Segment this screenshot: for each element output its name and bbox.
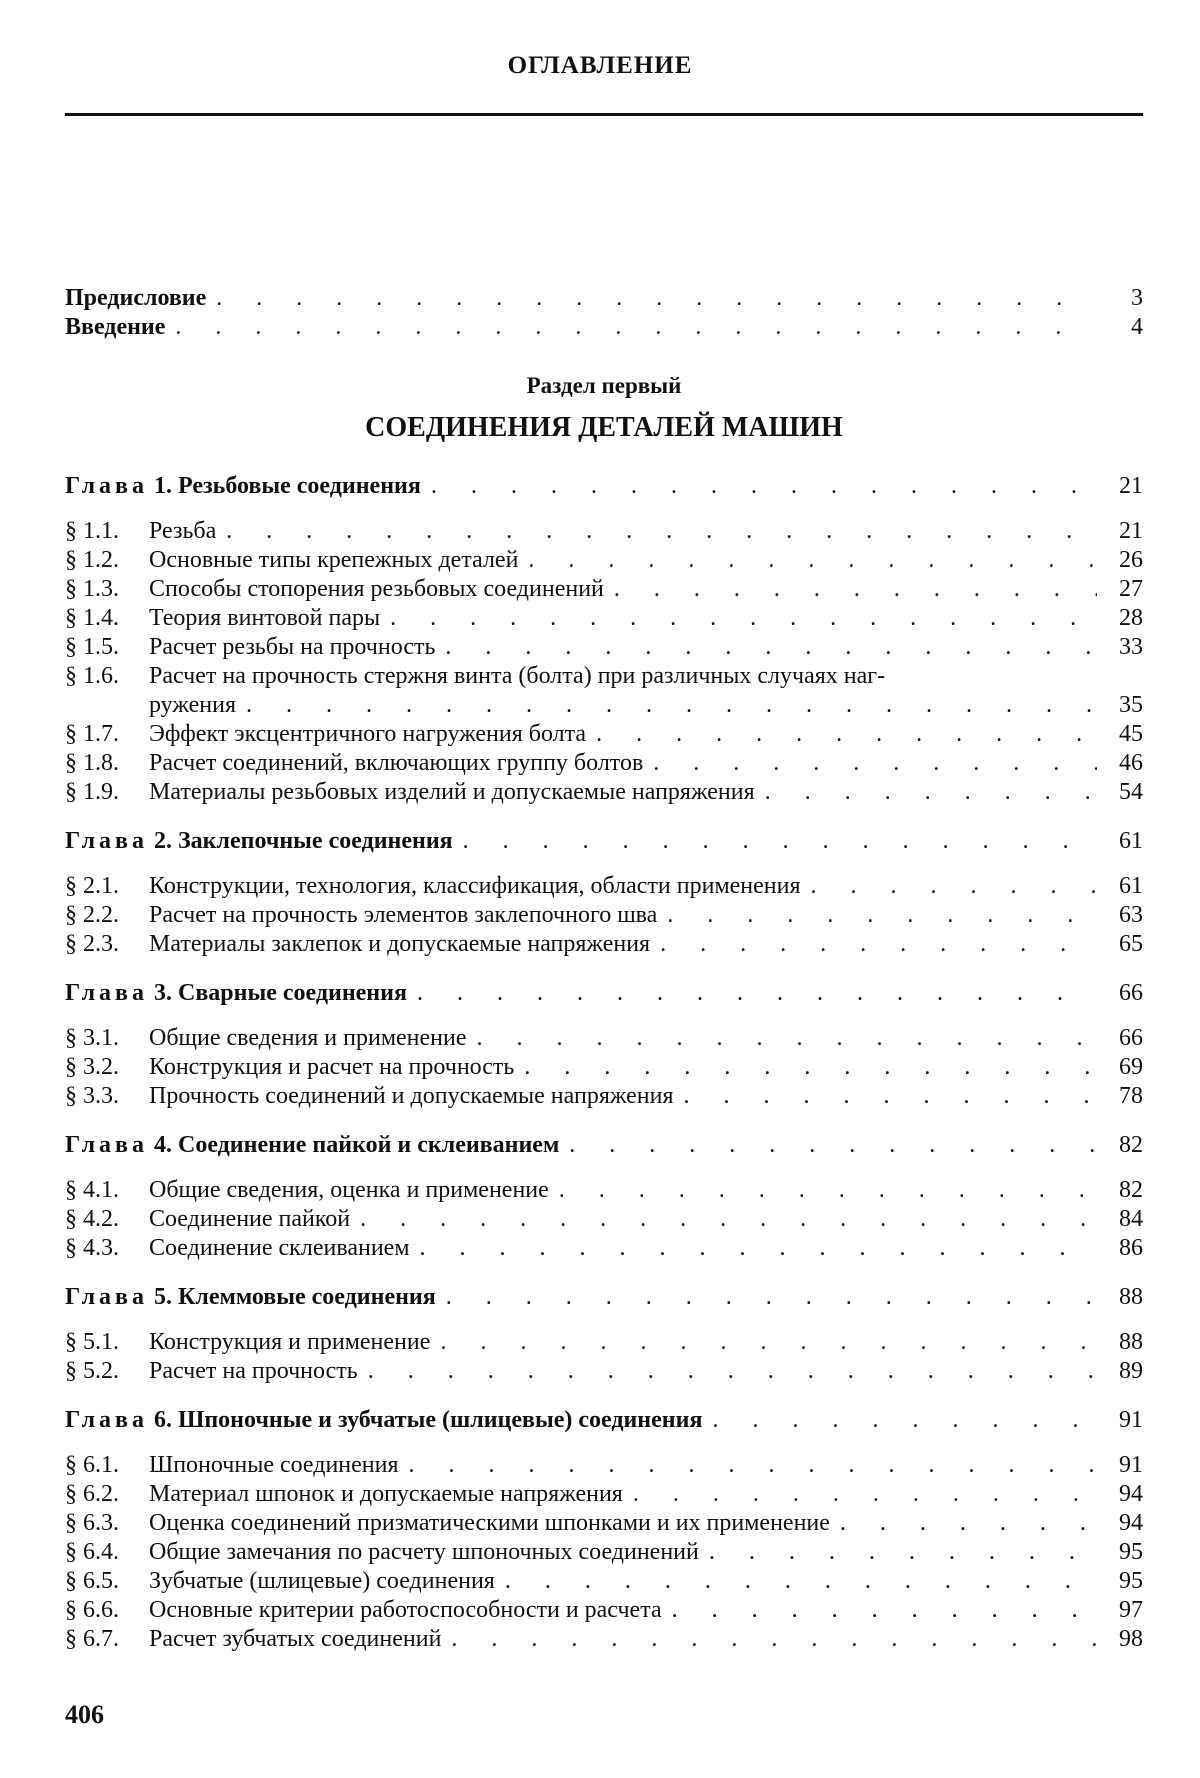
chapter-prefix: Глава [65,1407,148,1433]
dot-leader [390,604,1097,633]
chapter-title: Заклепочные соединения [178,828,453,854]
section-number: § 1.5. [65,634,119,660]
toc-entry-section[interactable] [65,1538,1143,1567]
spacer [65,1312,1143,1328]
section-number: § 1.3. [65,576,119,602]
section-number: § 1.6. [65,663,119,689]
section-number: § 2.2. [65,902,119,928]
entry-title: Предисловие [65,285,207,311]
dot-leader [360,1205,1097,1234]
section-label [65,720,586,749]
dot-leader [569,1131,1097,1160]
entry-page: 21 [1119,473,1143,499]
entry-page: 97 [1119,1597,1143,1623]
section-label [65,872,801,901]
section-label [65,1053,514,1082]
dot-leader [765,778,1097,807]
dot-leader [672,1596,1097,1625]
section-label [65,1451,399,1480]
spacer [65,1263,1143,1283]
toc-entry-section[interactable] [65,604,1143,633]
toc-entry-section[interactable] [65,778,1143,807]
section-title: Общие сведения и применение [149,1025,467,1051]
part-title: СОЕДИНЕНИЯ ДЕТАЛЕЙ МАШИН [365,412,843,443]
dot-leader [226,517,1097,546]
section-line-1 [65,662,1143,691]
dot-leader [431,472,1097,501]
dot-leader [246,691,1097,720]
toc-entry-section[interactable] [65,1451,1143,1480]
section-label [65,633,435,662]
toc-entry-section[interactable] [65,930,1143,959]
section-title: Основные критерии работоспособности и расчета [149,1597,662,1623]
dot-leader [709,1538,1097,1567]
section-number: § 1.4. [65,605,119,631]
chapter-prefix: Глава [65,1132,148,1158]
section-label [65,1596,662,1625]
dot-leader [417,979,1097,1008]
dot-leader [216,284,1097,313]
section-title: Прочность соединений и допускаемые напряжения [149,1083,674,1109]
section-label [65,1176,549,1205]
section-label [65,546,518,575]
chapter-heading [65,1283,436,1312]
toc-entry-section[interactable] [65,1567,1143,1596]
section-number: § 6.6. [65,1597,119,1623]
entry-page: 33 [1119,634,1143,660]
section-label [65,1509,830,1538]
chapter-prefix: Глава [65,1284,148,1310]
dot-leader [445,633,1097,662]
section-title: Материалы резьбовых изделий и допускаемые напряжения [149,779,755,805]
toc-entry-chapter[interactable] [65,1406,1143,1435]
section-label [65,1567,495,1596]
dot-leader [463,827,1097,856]
section-number: § 6.2. [65,1481,119,1507]
section-number: § 4.3. [65,1235,119,1261]
section-title: Зубчатые (шлицевые) соединения [149,1568,495,1594]
chapter-title: Клеммовые соединения [178,1284,436,1310]
chapter-title: Соединение пайкой и склеиванием [178,1132,560,1158]
toc-entry-section[interactable] [65,1205,1143,1234]
entry-page: 89 [1119,1358,1143,1384]
section-number: § 2.3. [65,931,119,957]
section-title: Расчет соединений, включающих группу болтов [149,750,644,776]
dot-leader [528,546,1097,575]
section-title: Материал шпонок и допускаемые напряжения [149,1481,623,1507]
part-label: Раздел первый [526,373,682,398]
dot-leader [524,1053,1097,1082]
entry-page: 78 [1119,1083,1143,1109]
chapter-number: 4. [154,1132,172,1158]
section-number: § 1.7. [65,721,119,747]
entry-page: 94 [1119,1510,1143,1536]
section-label [65,1234,410,1263]
section-title: Расчет резьбы на прочность [149,634,436,660]
section-number: § 3.1. [65,1025,119,1051]
toc-entry-section[interactable] [65,1082,1143,1111]
entry-page: 95 [1119,1539,1143,1565]
entry-page: 61 [1119,873,1143,899]
dot-leader [559,1176,1097,1205]
toc-entry-section[interactable] [65,1357,1143,1386]
section-line-2 [65,691,1143,720]
toc-entry-section[interactable] [65,1024,1143,1053]
toc-entry-section[interactable] [65,633,1143,662]
toc-entry-section[interactable] [65,1596,1143,1625]
table-of-contents [65,284,1143,1654]
dot-leader [446,1283,1097,1312]
toc-entry-chapter[interactable] [65,827,1143,856]
section-label [65,901,657,930]
toc-entry-section[interactable] [65,872,1143,901]
section-number: § 1.9. [65,779,119,805]
section-title: Эффект эксцентричного нагружения болта [149,721,587,747]
dot-leader [614,575,1097,604]
section-label [65,575,604,604]
chapter-prefix: Глава [65,473,148,499]
entry-page: 66 [1119,980,1143,1006]
section-title-continued: ружения [149,692,237,718]
spacer [65,856,1143,872]
chapter-heading [65,827,453,856]
section-number: § 3.3. [65,1083,119,1109]
spacer [65,959,1143,979]
toc-entry-chapter[interactable] [65,1131,1143,1160]
entry-page: 88 [1119,1284,1143,1310]
section-title: Шпоночные соединения [149,1452,399,1478]
chapter-prefix: Глава [65,980,148,1006]
chapter-title: Сварные соединения [178,980,407,1006]
section-label [65,604,380,633]
section-number: § 4.2. [65,1206,119,1232]
section-label [65,749,643,778]
section-number: § 1.1. [65,518,119,544]
entry-page: 86 [1119,1235,1143,1261]
section-label [65,1538,699,1567]
section-number: § 6.7. [65,1626,119,1652]
chapter-number: 2. [154,828,172,854]
chapter-number: 6. [154,1407,172,1433]
section-title: Соединение склеиванием [149,1235,410,1261]
chapter-title: Шпоночные и зубчатые (шлицевые) соединения [178,1407,703,1433]
section-title: Конструкция и расчет на прочность [149,1054,515,1080]
entry-page: 4 [1131,314,1143,340]
section-title: Оценка соединений призматическими шпонками и их применение [149,1510,830,1536]
section-label [65,1328,430,1357]
section-number: § 5.1. [65,1329,119,1355]
section-title: Теория винтовой пары [149,605,381,631]
section-label [65,1024,467,1053]
dot-leader [684,1082,1098,1111]
entry-page: 28 [1119,605,1143,631]
entry-page: 61 [1119,828,1143,854]
entry-page: 98 [1119,1626,1143,1652]
entry-page: 45 [1119,721,1143,747]
section-label [65,930,650,959]
entry-page: 95 [1119,1568,1143,1594]
dot-leader [368,1357,1097,1386]
entry-page: 82 [1119,1177,1143,1203]
spacer [65,1160,1143,1176]
dot-leader [505,1567,1097,1596]
dot-leader [420,1234,1097,1263]
section-title: Материалы заклепок и допускаемые напряжения [149,931,651,957]
section-title: Основные типы крепежных деталей [149,547,519,573]
toc-entry-chapter[interactable] [65,979,1143,1008]
toc-entry-section[interactable] [65,517,1143,546]
dot-leader [451,1625,1097,1654]
spacer [65,1008,1143,1024]
entry-page: 88 [1119,1329,1143,1355]
dot-leader [175,313,1097,342]
entry-page: 65 [1119,931,1143,957]
entry-title: Введение [65,314,166,340]
toc-entry-section[interactable] [65,720,1143,749]
chapter-number: 5. [154,1284,172,1310]
toc-entry-chapter[interactable] [65,472,1143,501]
section-label [65,1082,674,1111]
page-title: ОГЛАВЛЕНИЕ [507,52,693,79]
toc-entry-front-matter[interactable] [65,284,1143,313]
section-number: § 6.4. [65,1539,119,1565]
toc-entry-section[interactable] [65,662,1143,720]
toc-entry-front-matter[interactable] [65,313,1143,342]
section-title: Расчет на прочность [149,1358,358,1384]
chapter-heading [65,472,421,501]
toc-entry-section[interactable] [65,1053,1143,1082]
entry-page: 84 [1119,1206,1143,1232]
section-number: § 6.5. [65,1568,119,1594]
title-rule [65,113,1143,116]
section-label [65,517,216,546]
section-label [65,778,755,807]
entry-page: 54 [1119,779,1143,805]
dot-leader [811,872,1097,901]
section-title: Расчет зубчатых соединений [149,1626,442,1652]
entry-page: 3 [1131,285,1143,311]
section-number: § 6.1. [65,1452,119,1478]
toc-entry-section[interactable] [65,546,1143,575]
chapter-title: Резьбовые соединения [178,473,421,499]
section-title: Общие замечания по расчету шпоночных соединений [149,1539,699,1565]
entry-page: 27 [1119,576,1143,602]
page-number: 406 [65,1700,104,1729]
toc-entry-section[interactable] [65,1509,1143,1538]
toc-entry-chapter[interactable] [65,1283,1143,1312]
dot-leader [633,1480,1097,1509]
section-title: Расчет на прочность стержня винта (болта) при различных случаях наг- [149,663,886,689]
entry-page: 66 [1119,1025,1143,1051]
toc-entry-section[interactable] [65,901,1143,930]
section-label [65,1205,350,1234]
entry-page: 63 [1119,902,1143,928]
section-label [65,1480,623,1509]
spacer [65,1435,1143,1451]
chapter-number: 3. [154,980,172,1006]
section-number: § 5.2. [65,1358,119,1384]
spacer [65,1386,1143,1406]
section-number: § 3.2. [65,1054,119,1080]
section-title: Соединение пайкой [149,1206,351,1232]
section-title: Конструкции, технология, классификация, области применения [149,873,801,899]
section-label [65,1357,358,1386]
dot-leader [409,1451,1097,1480]
chapter-heading [65,1131,559,1160]
dot-leader [477,1024,1098,1053]
chapter-heading [65,979,407,1008]
section-title: Общие сведения, оценка и применение [149,1177,549,1203]
section-title: Расчет на прочность элементов заклепочного шва [149,902,658,928]
dot-leader [440,1328,1097,1357]
entry-page: 82 [1119,1132,1143,1158]
section-title: Способы стопорения резьбовых соединений [149,576,604,602]
dot-leader [712,1406,1097,1435]
section-number: § 2.1. [65,873,119,899]
section-number: § 4.1. [65,1177,119,1203]
chapter-number: 1. [154,473,172,499]
toc-entry-section[interactable] [65,749,1143,778]
spacer [65,501,1143,517]
entry-page: 21 [1119,518,1143,544]
section-number: § 6.3. [65,1510,119,1536]
dot-leader [840,1509,1097,1538]
section-label [65,1625,441,1654]
toc-entry-section[interactable] [65,1176,1143,1205]
toc-entry-section[interactable] [65,1234,1143,1263]
entry-page: 94 [1119,1481,1143,1507]
toc-entry-section[interactable] [65,1328,1143,1357]
spacer [65,807,1143,827]
toc-entry-section[interactable] [65,1625,1143,1654]
section-number: § 1.2. [65,547,119,573]
dot-leader [653,749,1097,778]
entry-page: 26 [1119,547,1143,573]
chapter-heading [65,1406,702,1435]
section-title: Резьба [149,518,217,544]
spacer [65,1111,1143,1131]
entry-page: 35 [1119,692,1143,718]
dot-leader [667,901,1097,930]
dot-leader [660,930,1097,959]
entry-page: 91 [1119,1452,1143,1478]
entry-page: 69 [1119,1054,1143,1080]
chapter-prefix: Глава [65,828,148,854]
entry-page: 46 [1119,750,1143,776]
toc-entry-section[interactable] [65,575,1143,604]
dot-leader [596,720,1097,749]
section-number: § 1.8. [65,750,119,776]
section-title: Конструкция и применение [149,1329,431,1355]
toc-entry-section[interactable] [65,1480,1143,1509]
entry-page: 91 [1119,1407,1143,1433]
